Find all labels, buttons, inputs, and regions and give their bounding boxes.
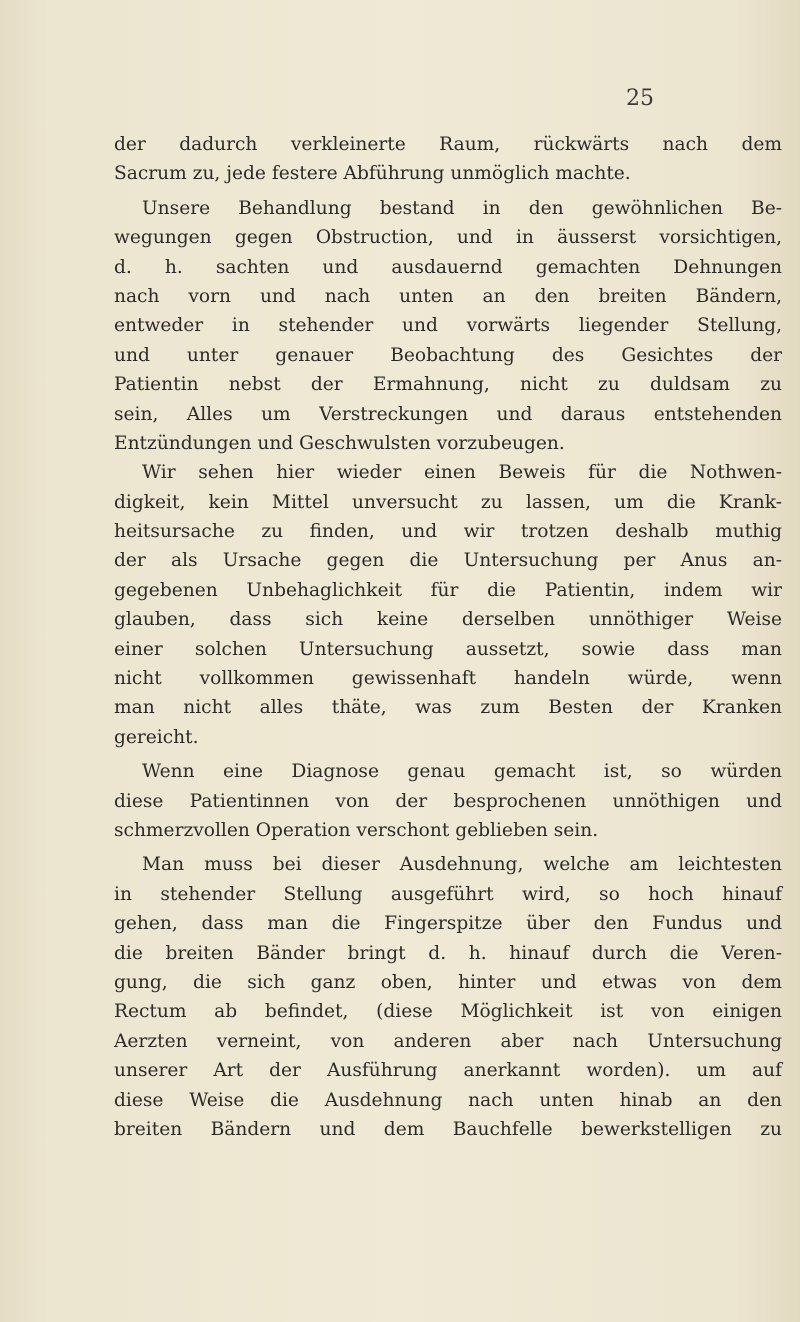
text-line: man nicht alles thäte, was zum Besten der Kranken bbox=[114, 697, 782, 719]
text-line: Patientin nebst der Ermahnung, nicht zu duldsam zu bbox=[114, 374, 782, 396]
text-line: der dadurch verkleinerte Raum, rückwärts nach dem bbox=[114, 134, 782, 155]
text-line: glauben, dass sich keine derselben unnöthiger Weise bbox=[114, 609, 782, 631]
text-line: und unter genauer Beobachtung des Gesichtes der bbox=[114, 344, 782, 366]
text-line: wegungen gegen Obstruction, und in äusserst vorsichtigen, bbox=[114, 227, 782, 249]
text-line: digkeit, kein Mittel unversucht zu lassen, um die Krank- bbox=[114, 491, 782, 513]
text-line: entweder in stehender und vorwärts liegender Stellung, bbox=[114, 315, 782, 337]
text-line: Rectum ab befindet, (diese Möglichkeit ist von einigen bbox=[114, 1001, 782, 1023]
paragraph-start-line: Wenn eine Diagnose genau gemacht ist, so würden bbox=[142, 761, 782, 783]
page-number: 25 bbox=[626, 86, 654, 111]
text-line: einer solchen Untersuchung aussetzt, sowie dass man bbox=[114, 638, 782, 660]
text-line: nicht vollkommen gewissenhaft handeln würde, wenn bbox=[114, 668, 782, 690]
text-line: die breiten Bänder bringt d. h. hinauf durch die Veren- bbox=[114, 942, 782, 964]
text-line: in stehender Stellung ausgeführt wird, so hoch hinauf bbox=[114, 883, 782, 905]
text-line: Sacrum zu, jede festere Abführung unmöglich machte. bbox=[114, 163, 631, 185]
text-line: diese Weise die Ausdehnung nach unten hinab an den bbox=[114, 1089, 782, 1111]
text-line: schmerzvollen Operation verschont geblieben sein. bbox=[114, 819, 599, 841]
text-line: gehen, dass man die Fingerspitze über den Fundus und bbox=[114, 913, 782, 935]
text-line: heitsursache zu finden, und wir trotzen deshalb muthig bbox=[114, 521, 782, 543]
paragraph-start-line: Unsere Behandlung bestand in den gewöhnlichen Be- bbox=[142, 197, 782, 219]
text-line: Entzündungen und Geschwulsten vorzubeugen. bbox=[114, 432, 565, 454]
text-line: der als Ursache gegen die Untersuchung per Anus an- bbox=[114, 550, 782, 572]
text-line: sein, Alles um Verstreckungen und daraus entstehenden bbox=[114, 403, 782, 425]
text-line: unserer Art der Ausführung anerkannt worden). um auf bbox=[114, 1060, 782, 1082]
text-line: gegebenen Unbehaglichkeit für die Patientin, indem wir bbox=[114, 579, 782, 601]
text-line: nach vorn und nach unten an den breiten Bändern, bbox=[114, 285, 782, 307]
paragraph-start-line: Wir sehen hier wieder einen Beweis für die Nothwen- bbox=[142, 462, 782, 484]
body-text bbox=[114, 130, 782, 1144]
text-line: diese Patientinnen von der besprochenen unnöthigen und bbox=[114, 790, 782, 812]
text-line: d. h. sachten und ausdauernd gemachten Dehnungen bbox=[114, 256, 782, 278]
text-line: gung, die sich ganz oben, hinter und etwas von dem bbox=[114, 971, 782, 993]
text-line: breiten Bändern und dem Bauchfelle bewerkstelligen zu bbox=[114, 1118, 782, 1140]
text-line: Aerzten verneint, von anderen aber nach Untersuchung bbox=[114, 1030, 782, 1052]
paragraph-start-line: Man muss bei dieser Ausdehnung, welche am leichtesten bbox=[142, 854, 782, 876]
text-line: gereicht. bbox=[114, 726, 199, 748]
